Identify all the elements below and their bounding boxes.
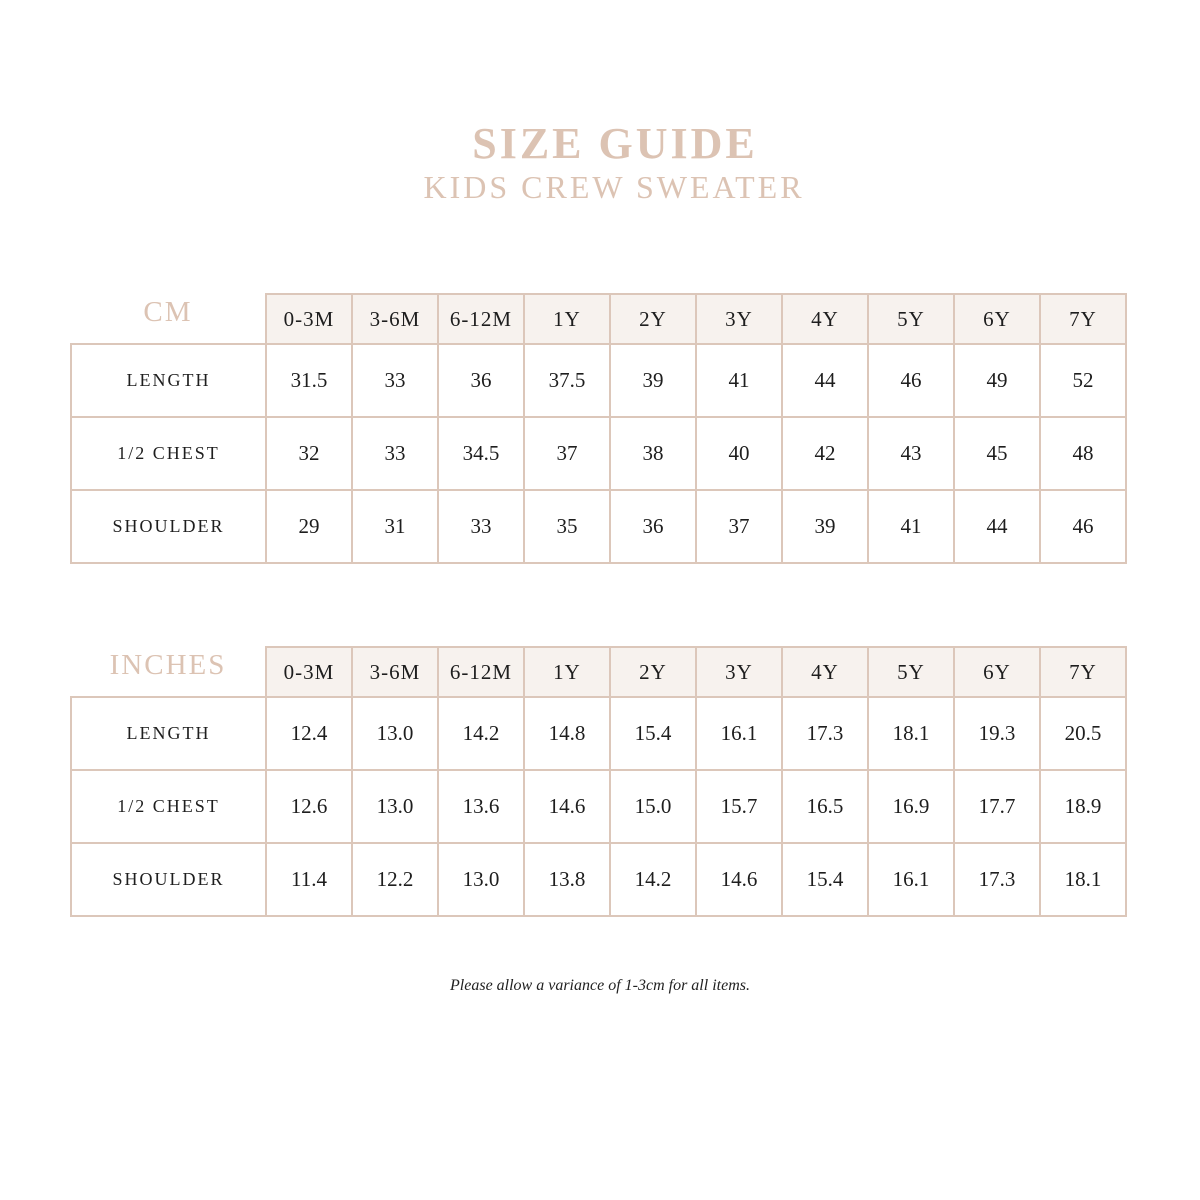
size-header: 2Y [610, 294, 696, 344]
measurement-value: 13.6 [438, 770, 524, 843]
measurement-value: 39 [610, 344, 696, 417]
size-header: 3Y [696, 294, 782, 344]
measurement-value: 42 [782, 417, 868, 490]
cm-size-table [70, 293, 1127, 564]
size-header: 1Y [524, 647, 610, 697]
size-header: 6-12M [438, 647, 524, 697]
unit-label-cell [71, 647, 266, 697]
table-row [71, 344, 1126, 417]
measurement-value: 41 [868, 490, 954, 563]
measurement-value: 49 [954, 344, 1040, 417]
measurement-value: 45 [954, 417, 1040, 490]
measurement-value: 36 [610, 490, 696, 563]
measurement-value: 18.1 [1040, 843, 1126, 916]
measurement-value: 12.4 [266, 697, 352, 770]
measurement-value: 13.0 [352, 697, 438, 770]
table-row [71, 770, 1126, 843]
measurement-value: 15.7 [696, 770, 782, 843]
measurement-value: 12.2 [352, 843, 438, 916]
size-header-row [71, 647, 1126, 697]
measurement-label: LENGTH [71, 344, 266, 417]
page-title: SIZE GUIDE [472, 119, 758, 168]
measurement-value: 36 [438, 344, 524, 417]
measurement-value: 20.5 [1040, 697, 1126, 770]
measurement-value: 41 [696, 344, 782, 417]
measurement-value: 14.2 [438, 697, 524, 770]
measurement-value: 44 [782, 344, 868, 417]
size-header: 3Y [696, 647, 782, 697]
measurement-value: 33 [438, 490, 524, 563]
measurement-value: 33 [352, 417, 438, 490]
measurement-value: 38 [610, 417, 696, 490]
size-header: 6Y [954, 294, 1040, 344]
measurement-value: 14.2 [610, 843, 696, 916]
measurement-value: 17.3 [782, 697, 868, 770]
size-header: 6Y [954, 647, 1040, 697]
variance-note: Please allow a variance of 1-3cm for all items. [450, 977, 750, 994]
measurement-value: 35 [524, 490, 610, 563]
size-header: 3-6M [352, 294, 438, 344]
size-header: 7Y [1040, 647, 1126, 697]
size-header: 6-12M [438, 294, 524, 344]
measurement-value: 32 [266, 417, 352, 490]
measurement-label: SHOULDER [71, 490, 266, 563]
measurement-label: 1/2 CHEST [71, 770, 266, 843]
size-header: 2Y [610, 647, 696, 697]
measurement-value: 12.6 [266, 770, 352, 843]
measurement-value: 17.3 [954, 843, 1040, 916]
unit-label-cell [71, 294, 266, 344]
measurement-value: 31 [352, 490, 438, 563]
measurement-label: SHOULDER [71, 843, 266, 916]
measurement-value: 40 [696, 417, 782, 490]
measurement-value: 33 [352, 344, 438, 417]
size-header: 5Y [868, 647, 954, 697]
measurement-value: 15.4 [610, 697, 696, 770]
size-header: 7Y [1040, 294, 1126, 344]
measurement-label: 1/2 CHEST [71, 417, 266, 490]
measurement-value: 37.5 [524, 344, 610, 417]
measurement-value: 18.9 [1040, 770, 1126, 843]
table-row [71, 697, 1126, 770]
unit-label-cm: CM [143, 296, 193, 328]
size-header: 0-3M [266, 647, 352, 697]
measurement-value: 19.3 [954, 697, 1040, 770]
measurement-value: 31.5 [266, 344, 352, 417]
measurement-value: 11.4 [266, 843, 352, 916]
measurement-value: 34.5 [438, 417, 524, 490]
size-header: 1Y [524, 294, 610, 344]
unit-label-inches: INCHES [109, 649, 227, 681]
measurement-value: 14.8 [524, 697, 610, 770]
measurement-value: 37 [696, 490, 782, 563]
measurement-value: 48 [1040, 417, 1126, 490]
measurement-value: 37 [524, 417, 610, 490]
table-row [71, 417, 1126, 490]
measurement-value: 16.1 [868, 843, 954, 916]
measurement-value: 14.6 [696, 843, 782, 916]
size-header: 5Y [868, 294, 954, 344]
measurement-value: 46 [1040, 490, 1126, 563]
size-header-row [71, 294, 1126, 344]
measurement-value: 52 [1040, 344, 1126, 417]
size-header: 4Y [782, 647, 868, 697]
measurement-value: 43 [868, 417, 954, 490]
measurement-value: 13.0 [438, 843, 524, 916]
inches-size-table [70, 646, 1127, 917]
size-header: 4Y [782, 294, 868, 344]
measurement-value: 39 [782, 490, 868, 563]
measurement-value: 16.5 [782, 770, 868, 843]
measurement-value: 16.9 [868, 770, 954, 843]
measurement-value: 17.7 [954, 770, 1040, 843]
measurement-value: 14.6 [524, 770, 610, 843]
measurement-value: 18.1 [868, 697, 954, 770]
measurement-value: 16.1 [696, 697, 782, 770]
measurement-value: 46 [868, 344, 954, 417]
measurement-label: LENGTH [71, 697, 266, 770]
measurement-value: 13.0 [352, 770, 438, 843]
table-row [71, 843, 1126, 916]
size-header: 0-3M [266, 294, 352, 344]
table-row [71, 490, 1126, 563]
measurement-value: 29 [266, 490, 352, 563]
measurement-value: 44 [954, 490, 1040, 563]
size-header: 3-6M [352, 647, 438, 697]
measurement-value: 15.4 [782, 843, 868, 916]
measurement-value: 15.0 [610, 770, 696, 843]
measurement-value: 13.8 [524, 843, 610, 916]
product-subtitle: KIDS CREW SWEATER [423, 169, 805, 205]
